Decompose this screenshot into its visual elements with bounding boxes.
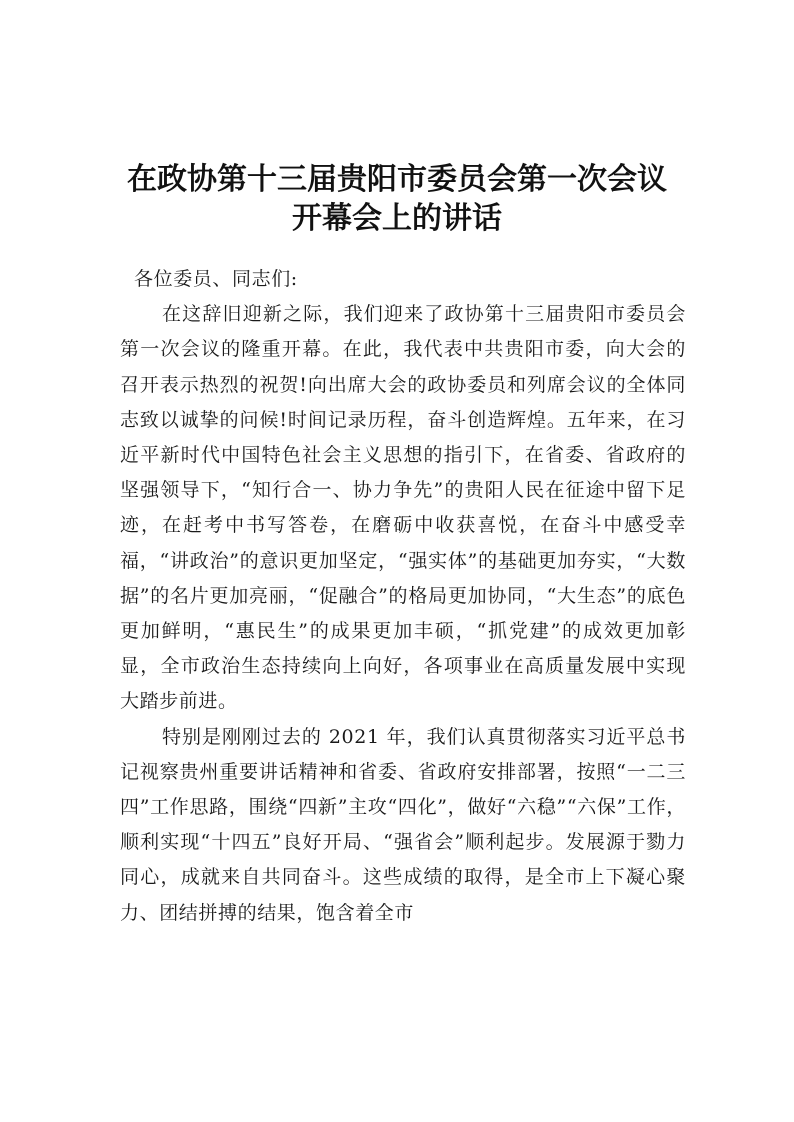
paragraph-1: 在这辞旧迎新之际，我们迎来了政协第十三届贵阳市委员会第一次会议的隆重开幕。在此，我代表中共贵阳市委，向大会的召开表示热烈的祝贺!向出席大会的政协委员和列席会议的全体同志致以诚挚的问候!时间记录历程，奋斗创造辉煌。五年来，在习近平新时代中国特色社会主义思想的指引下，在省委、省政府的坚强领导下，“知行合一、协力争先”的贵阳人民在征途中留下足迹，在赶考中书写答卷，在磨砺中收获喜悦，在奋斗中感受幸福，“讲政治”的意识更加坚定，“强实体”的基础更加夯实，“大数据”的名片更加亮丽，“促融合”的格局更加协同，“大生态”的底色更加鲜明，“惠民生”的成果更加丰硕，“抓党建”的成效更加彰显，全市政治生态持续向上向好，各项事业在高质量发展中实现大踏步前进。 [120,303,686,713]
speech-title-line-2: 开幕会上的讲话 [292,201,502,236]
speech-title-line-1: 在政协第十三届贵阳市委员会第一次会议 [127,162,667,197]
paragraph-2: 特别是刚刚过去的 2021 年，我们认真贯彻落实习近平总书记视察贵州重要讲话精神和省委、省政府安排部署，按照“一二三四”工作思路，围绕“四新”主攻“四化”，做好“六稳”“六保”工作，顺利实现“十四五”良好开局、“强省会”顺利起步。发展源于勠力同心，成就来自共同奋斗。这些成绩的取得，是全市上下凝心聚力、团结拼搏的结果，饱含着全市 [120,725,686,924]
greeting: 各位委员、同志们: [134,268,298,290]
speech-body [120,262,686,931]
